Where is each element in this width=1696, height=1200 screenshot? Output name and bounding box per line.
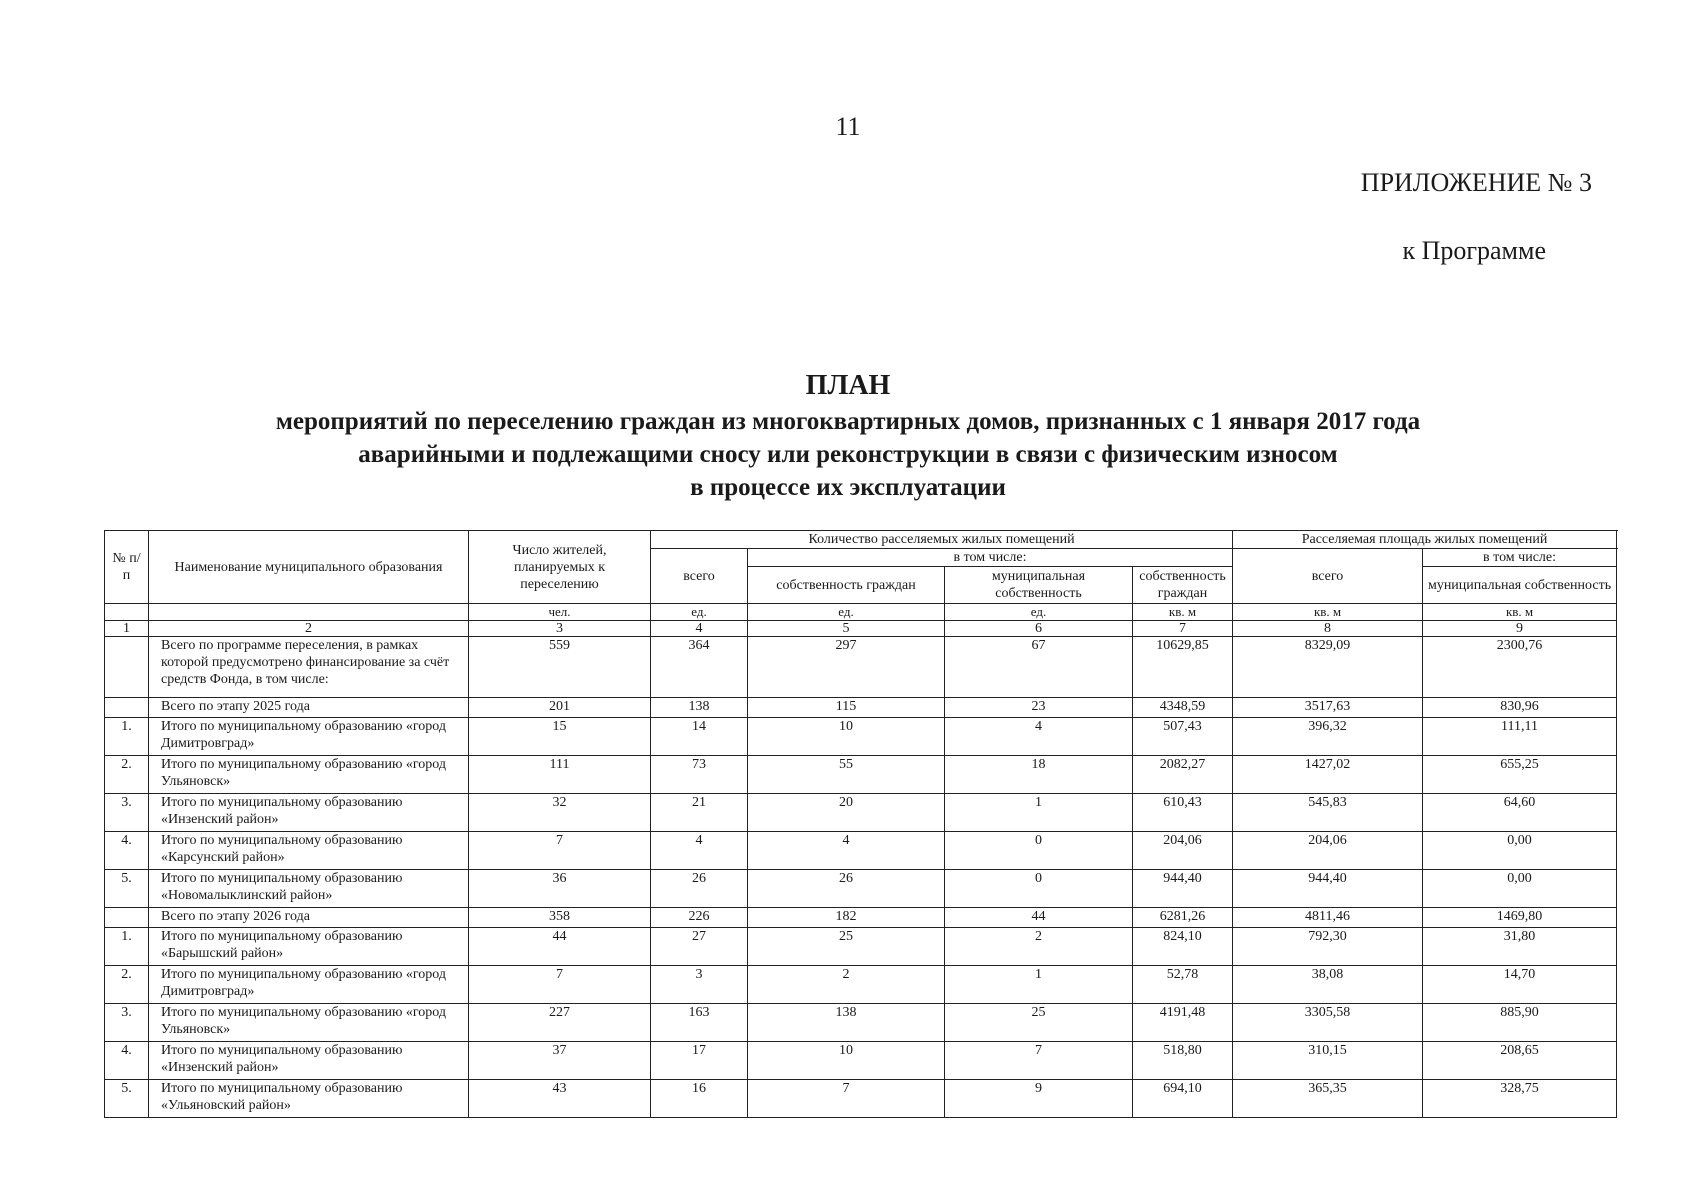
cell-premises-citizens: 55 xyxy=(748,756,945,794)
cell-premises-municipal: 2 xyxy=(945,928,1133,966)
table-row xyxy=(105,870,1617,908)
row-name: Итого по муниципальному образованию «город Ульяновск» xyxy=(149,1004,469,1042)
cell-premises-total: 21 xyxy=(651,794,748,832)
cell-area-citizens: 365,35 xyxy=(1233,1080,1423,1118)
row-name: Итого по муниципальному образованию «Новомалыклинский район» xyxy=(149,870,469,908)
cell-premises-citizens: 182 xyxy=(748,908,945,928)
cell-area-citizens: 204,06 xyxy=(1233,832,1423,870)
row-num: 3. xyxy=(105,794,149,832)
title-line-3: в процессе их эксплуатации xyxy=(690,474,1006,501)
cell-area-citizens: 545,83 xyxy=(1233,794,1423,832)
cell-area-citizens: 3517,63 xyxy=(1233,698,1423,718)
table-row xyxy=(105,756,1617,794)
cell-premises-citizens: 138 xyxy=(748,1004,945,1042)
table-row xyxy=(105,832,1617,870)
table-row-stage-2025 xyxy=(105,698,1617,718)
cell-premises-citizens: 20 xyxy=(748,794,945,832)
cell-area-total: 610,43 xyxy=(1133,794,1233,832)
cell-premises-citizens: 10 xyxy=(748,1042,945,1080)
cell-area-citizens: 944,40 xyxy=(1233,870,1423,908)
cell-premises-total: 14 xyxy=(651,718,748,756)
col-number: 2 xyxy=(149,621,469,637)
row-num: 4. xyxy=(105,832,149,870)
title-main: ПЛАН xyxy=(805,370,891,401)
cell-area-citizens: 8329,09 xyxy=(1233,637,1423,698)
cell-area-municipal: 830,96 xyxy=(1423,698,1617,718)
cell-premises-municipal: 1 xyxy=(945,794,1133,832)
row-num xyxy=(105,908,149,928)
cell-premises-municipal: 1 xyxy=(945,966,1133,1004)
page-number: 11 xyxy=(835,112,861,141)
document-title xyxy=(0,367,1696,504)
title-line-1: мероприятий по переселению граждан из многоквартирных домов, признанных с 1 января 2017 года xyxy=(275,408,1421,435)
unit-cell: кв. м xyxy=(1423,604,1617,621)
row-num xyxy=(105,637,149,698)
row-name: Итого по муниципальному образованию «Инзенский район» xyxy=(149,794,469,832)
row-num: 2. xyxy=(105,756,149,794)
cell-area-municipal: 655,25 xyxy=(1423,756,1617,794)
cell-area-municipal: 0,00 xyxy=(1423,870,1617,908)
row-name: Итого по муниципальному образованию «город Димитровград» xyxy=(149,966,469,1004)
cell-area-total: 4348,59 xyxy=(1133,698,1233,718)
header-area-including: в том числе: xyxy=(1423,549,1617,567)
title-line-2: аварийными и подлежащими сносу или реконструкции в связи с физическим износом xyxy=(358,441,1338,468)
cell-premises-total: 27 xyxy=(651,928,748,966)
cell-area-citizens: 1427,02 xyxy=(1233,756,1423,794)
cell-area-total: 694,10 xyxy=(1133,1080,1233,1118)
table-row xyxy=(105,1042,1617,1080)
header-premises-including: в том числе: xyxy=(748,549,1233,567)
cell-area-citizens: 38,08 xyxy=(1233,966,1423,1004)
row-num: 2. xyxy=(105,966,149,1004)
cell-residents: 44 xyxy=(469,928,651,966)
cell-area-total: 944,40 xyxy=(1133,870,1233,908)
cell-area-citizens: 4811,46 xyxy=(1233,908,1423,928)
cell-area-municipal: 328,75 xyxy=(1423,1080,1617,1118)
cell-premises-municipal: 67 xyxy=(945,637,1133,698)
cell-area-municipal: 1469,80 xyxy=(1423,908,1617,928)
cell-premises-municipal: 25 xyxy=(945,1004,1133,1042)
cell-area-municipal: 2300,76 xyxy=(1423,637,1617,698)
row-name: Итого по муниципальному образованию «Барышский район» xyxy=(149,928,469,966)
header-name: Наименование муниципального образования xyxy=(149,531,469,604)
col-number: 7 xyxy=(1133,621,1233,637)
row-name: Итого по муниципальному образованию «город Димитровград» xyxy=(149,718,469,756)
cell-premises-total: 364 xyxy=(651,637,748,698)
table-row xyxy=(105,966,1617,1004)
cell-premises-total: 138 xyxy=(651,698,748,718)
unit-cell: ед. xyxy=(748,604,945,621)
cell-premises-citizens: 10 xyxy=(748,718,945,756)
unit-cell: ед. xyxy=(945,604,1133,621)
cell-premises-citizens: 297 xyxy=(748,637,945,698)
header-residents: Число жителей, планируемых к переселению xyxy=(469,531,651,604)
cell-area-citizens: 396,32 xyxy=(1233,718,1423,756)
row-name: Итого по муниципальному образованию «Ульяновский район» xyxy=(149,1080,469,1118)
cell-area-municipal: 0,00 xyxy=(1423,832,1617,870)
cell-residents: 43 xyxy=(469,1080,651,1118)
cell-area-municipal: 64,60 xyxy=(1423,794,1617,832)
cell-residents: 111 xyxy=(469,756,651,794)
cell-area-municipal: 31,80 xyxy=(1423,928,1617,966)
row-num: 4. xyxy=(105,1042,149,1080)
header-premises-citizens: собственность граждан xyxy=(748,567,945,604)
header-area-total: всего xyxy=(1233,549,1423,604)
cell-residents: 358 xyxy=(469,908,651,928)
cell-premises-citizens: 26 xyxy=(748,870,945,908)
table-row xyxy=(105,1004,1617,1042)
cell-premises-municipal: 0 xyxy=(945,870,1133,908)
col-number: 6 xyxy=(945,621,1133,637)
row-name: Итого по муниципальному образованию «город Ульяновск» xyxy=(149,756,469,794)
cell-residents: 32 xyxy=(469,794,651,832)
cell-area-citizens: 792,30 xyxy=(1233,928,1423,966)
cell-premises-total: 26 xyxy=(651,870,748,908)
cell-premises-citizens: 7 xyxy=(748,1080,945,1118)
cell-residents: 15 xyxy=(469,718,651,756)
cell-premises-municipal: 0 xyxy=(945,832,1133,870)
cell-premises-total: 17 xyxy=(651,1042,748,1080)
cell-residents: 36 xyxy=(469,870,651,908)
table-row-stage-2026 xyxy=(105,908,1617,928)
row-num: 5. xyxy=(105,870,149,908)
col-number: 5 xyxy=(748,621,945,637)
cell-premises-municipal: 4 xyxy=(945,718,1133,756)
header-area-group: Расселяемая площадь жилых помещений xyxy=(1233,531,1617,549)
cell-premises-total: 16 xyxy=(651,1080,748,1118)
row-num xyxy=(105,698,149,718)
cell-premises-total: 163 xyxy=(651,1004,748,1042)
cell-area-total: 10629,85 xyxy=(1133,637,1233,698)
cell-residents: 37 xyxy=(469,1042,651,1080)
cell-area-municipal: 208,65 xyxy=(1423,1042,1617,1080)
cell-residents: 7 xyxy=(469,966,651,1004)
cell-area-total: 518,80 xyxy=(1133,1042,1233,1080)
row-name: Итого по муниципальному образованию «Карсунский район» xyxy=(149,832,469,870)
col-number: 9 xyxy=(1423,621,1617,637)
cell-residents: 7 xyxy=(469,832,651,870)
table-row xyxy=(105,928,1617,966)
cell-area-total: 4191,48 xyxy=(1133,1004,1233,1042)
cell-premises-municipal: 7 xyxy=(945,1042,1133,1080)
cell-area-total: 52,78 xyxy=(1133,966,1233,1004)
table-row xyxy=(105,794,1617,832)
row-num: 3. xyxy=(105,1004,149,1042)
unit-cell: ед. xyxy=(651,604,748,621)
row-num: 1. xyxy=(105,928,149,966)
cell-residents: 227 xyxy=(469,1004,651,1042)
cell-residents: 201 xyxy=(469,698,651,718)
cell-area-municipal: 111,11 xyxy=(1423,718,1617,756)
unit-cell: чел. xyxy=(469,604,651,621)
cell-area-citizens: 310,15 xyxy=(1233,1042,1423,1080)
unit-cell: кв. м xyxy=(1233,604,1423,621)
row-name: Всего по этапу 2025 года xyxy=(149,698,469,718)
cell-area-total: 204,06 xyxy=(1133,832,1233,870)
cell-premises-municipal: 23 xyxy=(945,698,1133,718)
cell-area-municipal: 14,70 xyxy=(1423,966,1617,1004)
header-premises-group: Количество расселяемых жилых помещений xyxy=(651,531,1233,549)
unit-cell: кв. м xyxy=(1133,604,1233,621)
cell-residents: 559 xyxy=(469,637,651,698)
appendix-label: ПРИЛОЖЕНИЕ № 3 xyxy=(1360,168,1592,197)
cell-area-total: 824,10 xyxy=(1133,928,1233,966)
cell-area-total: 2082,27 xyxy=(1133,756,1233,794)
row-num: 1. xyxy=(105,718,149,756)
header-premises-total: всего xyxy=(651,549,748,604)
cell-area-total: 6281,26 xyxy=(1133,908,1233,928)
header-num: № п/п xyxy=(105,531,149,604)
cell-premises-citizens: 4 xyxy=(748,832,945,870)
cell-area-municipal: 885,90 xyxy=(1423,1004,1617,1042)
cell-premises-total: 73 xyxy=(651,756,748,794)
cell-premises-citizens: 25 xyxy=(748,928,945,966)
row-name: Итого по муниципальному образованию «Инзенский район» xyxy=(149,1042,469,1080)
cell-premises-total: 3 xyxy=(651,966,748,1004)
cell-area-citizens: 3305,58 xyxy=(1233,1004,1423,1042)
col-number: 1 xyxy=(105,621,149,637)
table-row-program-total xyxy=(105,637,1617,698)
cell-premises-citizens: 2 xyxy=(748,966,945,1004)
to-program-label: к Программе xyxy=(1402,236,1546,265)
header-area-municipal: муниципальная собственность xyxy=(1423,567,1617,604)
header-premises-municipal: муниципальная собственность xyxy=(945,567,1133,604)
col-number: 3 xyxy=(469,621,651,637)
col-number: 8 xyxy=(1233,621,1423,637)
cell-premises-municipal: 18 xyxy=(945,756,1133,794)
cell-premises-citizens: 115 xyxy=(748,698,945,718)
row-name: Всего по программе переселения, в рамках которой предусмотрено финансирование за счёт средств Фонда, в том числе: xyxy=(149,637,469,698)
row-num: 5. xyxy=(105,1080,149,1118)
cell-premises-municipal: 9 xyxy=(945,1080,1133,1118)
cell-premises-total: 4 xyxy=(651,832,748,870)
header-area-citizens: собственность граждан xyxy=(1133,567,1233,604)
row-name: Всего по этапу 2026 года xyxy=(149,908,469,928)
col-number: 4 xyxy=(651,621,748,637)
cell-area-total: 507,43 xyxy=(1133,718,1233,756)
cell-premises-municipal: 44 xyxy=(945,908,1133,928)
cell-premises-total: 226 xyxy=(651,908,748,928)
table-row xyxy=(105,1080,1617,1118)
resettlement-plan-table xyxy=(104,530,1617,1118)
table-row xyxy=(105,718,1617,756)
